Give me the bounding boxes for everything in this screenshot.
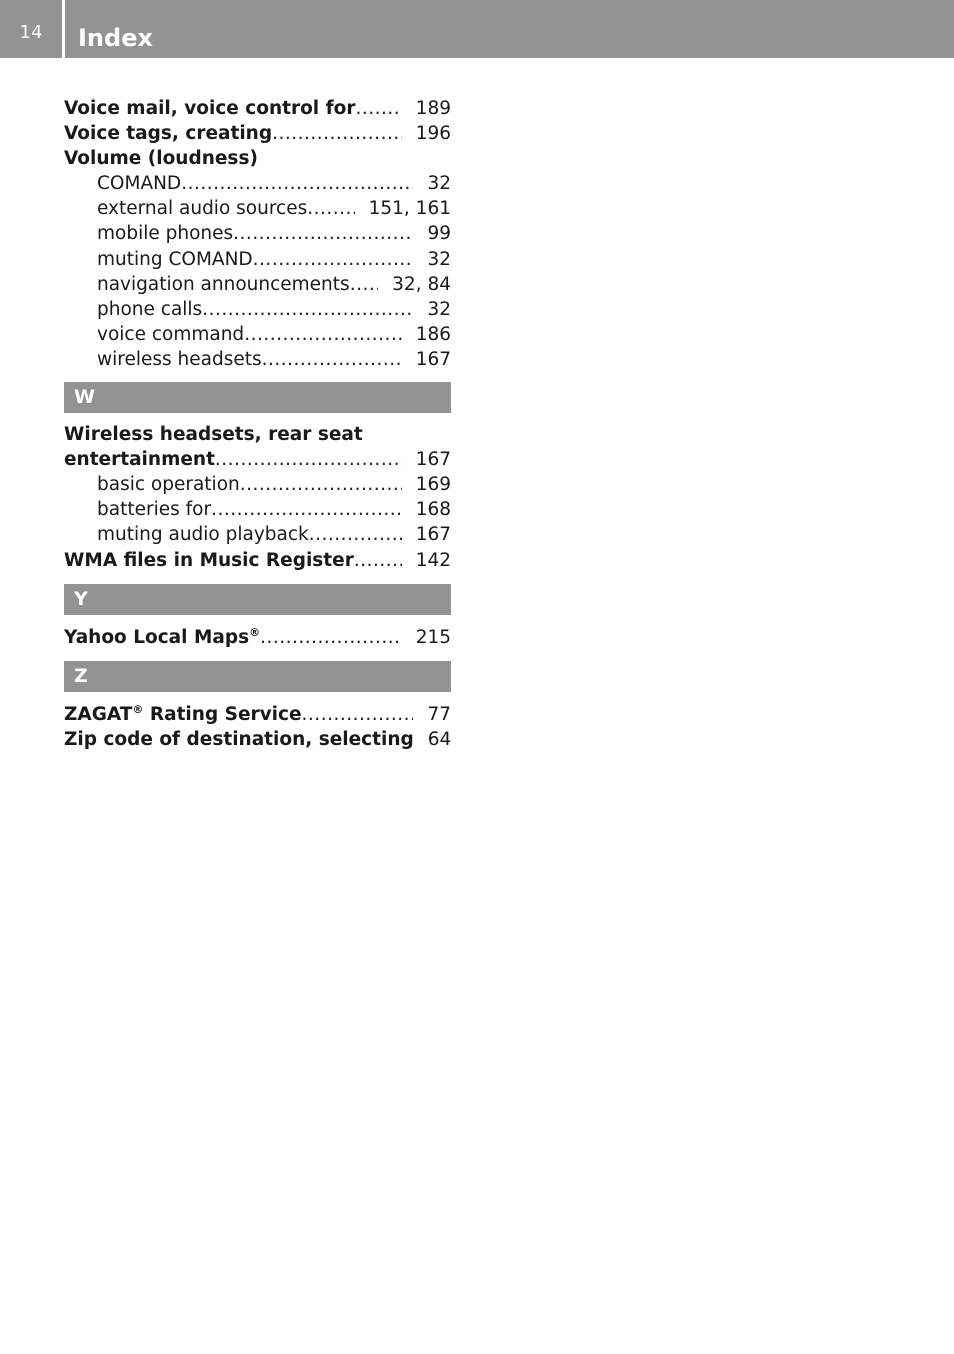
dot-leader <box>202 297 413 322</box>
dot-leader <box>355 96 401 121</box>
index-entry <box>64 447 451 472</box>
entry-term: batteries for <box>97 499 212 521</box>
dot-leader <box>181 171 413 196</box>
registered-mark: ® <box>132 702 144 716</box>
index-entry <box>64 625 451 650</box>
entry-term: WMA files in Music Register <box>64 549 354 571</box>
dot-leader <box>244 322 402 347</box>
section-letter-y: Y <box>64 584 451 615</box>
index-subentry <box>64 322 451 347</box>
entry-pages: 167 <box>415 449 451 471</box>
index-entry <box>64 702 451 727</box>
entry-pages: 215 <box>415 626 451 648</box>
entry-term: basic operation <box>97 474 240 496</box>
dot-leader <box>253 247 414 272</box>
index-entry <box>64 96 451 121</box>
header-divider <box>62 0 65 58</box>
index-entry-heading: Volume (loudness) <box>64 148 258 170</box>
entry-term: mobile phones <box>97 223 234 245</box>
entry-pages: 169 <box>415 474 451 496</box>
entry-pages: 168 <box>415 499 451 521</box>
entry-pages: 32 <box>427 248 451 270</box>
dot-leader <box>211 497 402 522</box>
page-title: Index <box>78 24 153 52</box>
entry-term: muting COMAND <box>97 248 253 270</box>
entry-term: Voice tags, creating <box>64 123 273 145</box>
entry-pages: 64 <box>427 728 451 750</box>
entry-pages: 151, 161 <box>368 198 451 220</box>
index-entry-heading: Wireless headsets, rear seat <box>64 424 363 446</box>
entry-term: entertainment <box>64 449 215 471</box>
index-subentry <box>64 347 451 372</box>
dot-leader <box>233 221 413 246</box>
entry-term: Voice mail, voice control for <box>64 98 356 119</box>
page-number: 14 <box>19 22 43 43</box>
section-letter-w: W <box>64 382 451 413</box>
entry-pages: 32, 84 <box>392 273 451 295</box>
entry-term-text: Rating Service <box>143 703 302 725</box>
entry-pages: 142 <box>415 549 451 571</box>
index-entry <box>64 548 451 573</box>
entry-pages: 77 <box>427 703 451 725</box>
entry-pages: 167 <box>415 348 451 370</box>
index-subentry <box>64 171 451 196</box>
index-subentry <box>64 247 451 272</box>
section-letter-z: Z <box>64 661 451 692</box>
index-subentry <box>64 497 451 522</box>
entry-term: muting audio playback <box>97 524 309 546</box>
index-entry <box>64 121 451 146</box>
entry-pages: 99 <box>427 223 451 245</box>
entry-pages: 189 <box>415 98 451 119</box>
entry-term: phone calls <box>97 298 203 320</box>
entry-pages: 196 <box>415 123 451 145</box>
dot-leader <box>302 702 414 727</box>
index-column <box>64 96 451 752</box>
entry-term: external audio sources <box>97 198 308 220</box>
entry-term: voice command <box>97 323 245 345</box>
index-subentry <box>64 221 451 246</box>
entry-pages: 186 <box>415 323 451 345</box>
dot-leader <box>260 625 402 650</box>
entry-term <box>64 625 260 650</box>
dot-leader <box>215 447 402 472</box>
index-subentry <box>64 196 451 221</box>
entry-term: wireless headsets <box>97 348 262 370</box>
entry-term <box>64 702 302 727</box>
entry-pages: 167 <box>415 524 451 546</box>
index-entry <box>64 727 451 752</box>
index-subentry <box>64 272 451 297</box>
dot-leader <box>350 272 378 297</box>
entry-term: navigation announcements <box>97 273 350 295</box>
registered-mark: ® <box>249 625 261 639</box>
entry-term: COMAND <box>97 173 182 195</box>
entry-term-text: ZAGAT <box>64 703 133 725</box>
index-subentry <box>64 522 451 547</box>
page-header <box>0 0 954 58</box>
entry-term: Zip code of destination, selecting <box>64 728 414 750</box>
entry-pages: 32 <box>427 298 451 320</box>
index-subentry <box>64 297 451 322</box>
dot-leader <box>354 548 402 573</box>
index-subentry <box>64 472 451 497</box>
entry-pages: 32 <box>427 173 451 195</box>
dot-leader <box>307 196 354 221</box>
entry-term-text: Yahoo Local Maps <box>64 626 250 648</box>
dot-leader <box>272 121 402 146</box>
dot-leader <box>240 472 402 497</box>
dot-leader <box>309 522 402 547</box>
dot-leader <box>262 347 402 372</box>
